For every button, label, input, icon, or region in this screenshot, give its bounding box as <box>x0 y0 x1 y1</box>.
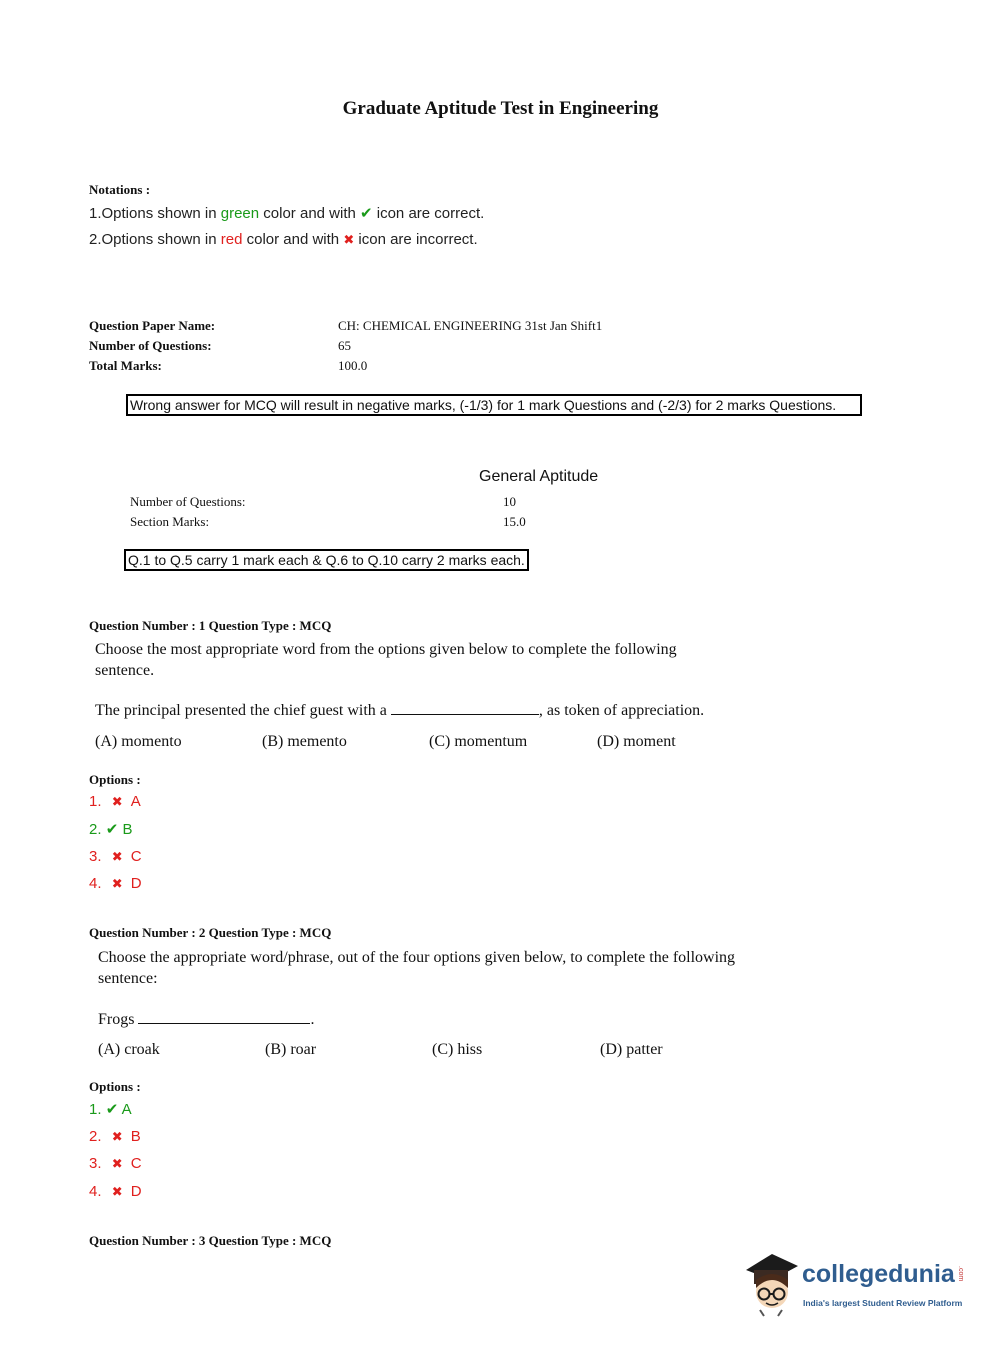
cross-icon: ✖ <box>111 1156 123 1171</box>
cross-icon: ✖ <box>111 794 123 809</box>
paper-name-value: CH: CHEMICAL ENGINEERING 31st Jan Shift1 <box>338 318 603 333</box>
question-1-option-2: 2. ✔ B <box>89 821 133 838</box>
cross-icon: ✖ <box>111 1184 123 1199</box>
blank-line <box>138 1010 310 1024</box>
paper-count-label: Number of Questions: <box>89 338 212 353</box>
question-2-option-4: 4. ✖ D <box>89 1183 142 1200</box>
check-icon: ✔ <box>360 205 373 222</box>
question-2-choice-a: (A) croak <box>98 1041 160 1058</box>
question-1-option-1: 1. ✖ A <box>89 793 141 810</box>
question-1-choice-c: (C) momentum <box>429 733 528 750</box>
logo-name: collegedunia <box>802 1260 955 1288</box>
paper-marks-value: 100.0 <box>338 358 368 373</box>
section-marks-label: Section Marks: <box>130 514 210 529</box>
logo-tagline: India's largest Student Review Platform <box>803 1298 963 1308</box>
question-2-choice-d: (D) patter <box>600 1041 663 1058</box>
collegedunia-logo[interactable] <box>742 1248 972 1320</box>
question-1-option-3: 3. ✖ C <box>89 848 142 865</box>
notation-incorrect: 2.Options shown in red color and with ✖ icon are incorrect. <box>89 231 478 248</box>
paper-count-value: 65 <box>338 338 351 353</box>
question-2-options-label: Options : <box>89 1079 141 1094</box>
paper-marks-label: Total Marks: <box>89 358 162 373</box>
cross-icon: ✖ <box>111 1129 123 1144</box>
question-2-option-3: 3. ✖ C <box>89 1155 142 1172</box>
question-1-sentence: The principal presented the chief guest with a , as token of appreciation. <box>95 702 705 719</box>
question-2-choice-c: (C) hiss <box>432 1041 483 1058</box>
negative-marks-notice: Wrong answer for MCQ will result in negative marks, (-1/3) for 1 mark Questions and (-2/3) for 2 marks Questions. <box>126 394 862 416</box>
question-2-sentence: Frogs . <box>98 1011 315 1028</box>
section-marks-value: 15.0 <box>503 514 526 529</box>
question-1-header: Question Number : 1 Question Type : MCQ <box>89 618 332 633</box>
question-1-choice-b: (B) memento <box>262 733 347 750</box>
logo-domain: .com <box>957 1266 964 1282</box>
question-1-text-line2: sentence. <box>95 662 155 679</box>
question-2-text-line2: sentence: <box>98 970 158 987</box>
question-1-text-line1: Choose the most appropriate word from the options given below to complete the following <box>95 641 677 658</box>
question-3-header: Question Number : 3 Question Type : MCQ <box>89 1233 332 1248</box>
notations-heading: Notations : <box>89 182 151 197</box>
blank-line <box>391 701 539 715</box>
page-title: Graduate Aptitude Test in Engineering <box>342 98 659 119</box>
question-1-option-4: 4. ✖ D <box>89 875 142 892</box>
mascot-icon <box>742 1248 800 1318</box>
notation-correct: 1.Options shown in green color and with ✔ icon are correct. <box>89 205 485 222</box>
paper-name-label: Question Paper Name: <box>89 318 216 333</box>
cross-icon: ✖ <box>111 876 123 891</box>
question-2-choice-b: (B) roar <box>265 1041 317 1058</box>
cross-icon: ✖ <box>343 232 355 247</box>
check-icon: ✔ <box>105 821 119 838</box>
question-1-options-label: Options : <box>89 772 141 787</box>
section-name: General Aptitude <box>479 468 599 485</box>
question-2-header: Question Number : 2 Question Type : MCQ <box>89 925 332 940</box>
question-2-option-2: 2. ✖ B <box>89 1128 141 1145</box>
question-1-choice-d: (D) moment <box>597 733 676 750</box>
section-marks-notice: Q.1 to Q.5 carry 1 mark each & Q.6 to Q.10 carry 2 marks each. <box>124 549 529 571</box>
section-count-value: 10 <box>503 494 516 509</box>
question-2-option-1: 1. ✔ A <box>89 1101 132 1118</box>
check-icon: ✔ <box>105 1101 119 1118</box>
question-2-text-line1: Choose the appropriate word/phrase, out of the four options given below, to complete the following <box>98 949 736 966</box>
section-count-label: Number of Questions: <box>130 494 246 509</box>
cross-icon: ✖ <box>111 849 123 864</box>
question-1-choice-a: (A) momento <box>95 733 182 750</box>
